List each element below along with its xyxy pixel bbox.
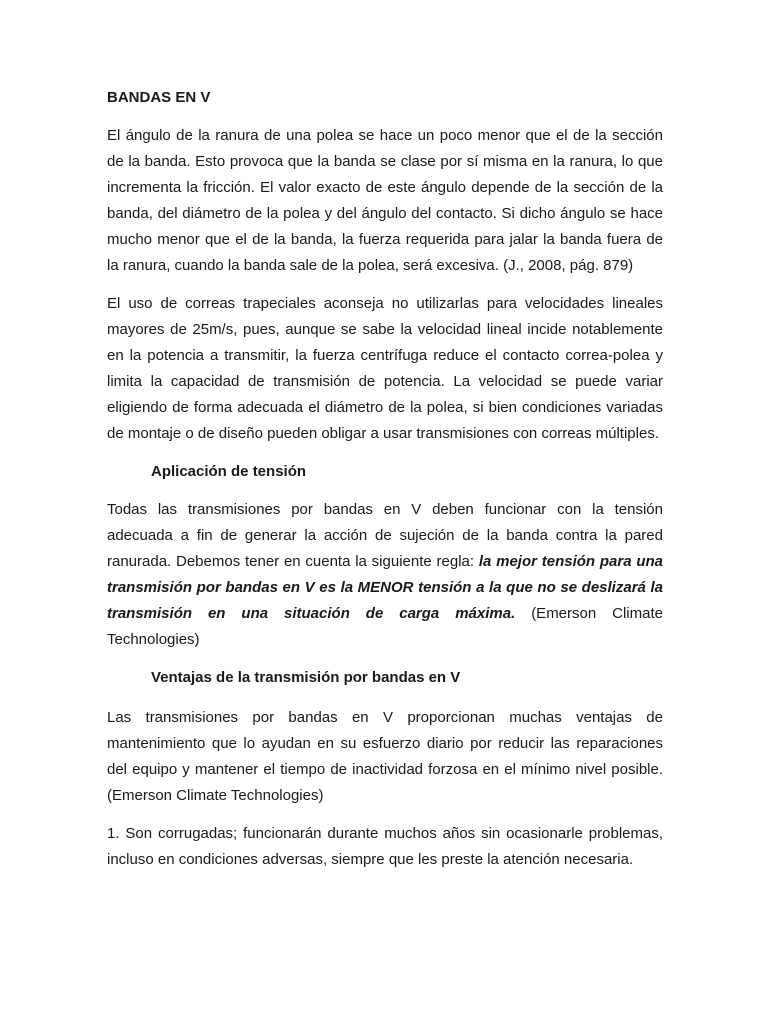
- paragraph-line: El ángulo de la ranura de una polea se hace un poco menor que el de la sección: [107, 127, 663, 144]
- paragraph-tension-rule: [107, 497, 663, 653]
- paragraph-line-mixed: [107, 601, 663, 627]
- paragraph-line: incrementa la fricción. El valor exacto de este ángulo depende de la sección de la: [107, 179, 663, 196]
- paragraph-line: 1. Son corrugadas; funcionarán durante muchos años sin ocasionarle problemas,: [107, 825, 663, 842]
- page-content: [107, 85, 663, 885]
- paragraph-groove-angle: [107, 123, 663, 279]
- paragraph-line: en la potencia a transmitir, la fuerza centrífuga reduce el contacto correa-polea y: [107, 347, 663, 364]
- paragraph-line: mucho menor que el de la banda, la fuerza requerida para jalar la banda fuera de: [107, 231, 663, 248]
- regular-text: ranurada. Debemos tener en cuenta la siguiente regla:: [107, 553, 479, 570]
- paragraph-line: del equipo y mantener el tiempo de inactividad forzosa en el mínimo nivel posible.: [107, 761, 663, 778]
- paragraph-line: adecuada a fin de generar la acción de sujeción de la banda contra la pared: [107, 527, 663, 544]
- citation-text: (Emerson Climate: [515, 605, 663, 622]
- paragraph-line-mixed: [107, 575, 663, 601]
- paragraph-belt-speed: [107, 291, 663, 447]
- paragraph-line: de montaje o de diseño pueden obligar a usar transmisiones con correas múltiples.: [107, 425, 659, 442]
- paragraph-line: la ranura, cuando la banda sale de la polea, será excesiva. (J., 2008, pág. 879): [107, 257, 634, 274]
- paragraph-advantages: [107, 705, 663, 809]
- section-heading-tension: Aplicación de tensión: [151, 463, 307, 480]
- emphasized-rule-text: la mejor tensión para una: [478, 553, 664, 570]
- paragraph-line: Todas las transmisiones por bandas en V deben funcionar con la tensión: [107, 501, 663, 518]
- paragraph-line: eligiendo de forma adecuada el diámetro de la polea, si bien condiciones variadas: [107, 399, 663, 416]
- section-heading-advantages: Ventajas de la transmisión por bandas en V: [151, 669, 461, 686]
- paragraph-line-mixed: [107, 549, 663, 575]
- paragraph-line: El uso de correas trapeciales aconseja no utilizarlas para velocidades lineales: [107, 295, 663, 312]
- paragraph-line: mayores de 25m/s, pues, aunque se sabe la velocidad lineal incide notablemente: [107, 321, 663, 338]
- paragraph-line: incluso en condiciones adversas, siempre que les preste la atención necesaria.: [107, 851, 634, 868]
- emphasized-rule-text: transmisión por bandas en V es la MENOR tensión a la que no se deslizará la: [107, 579, 663, 596]
- paragraph-line: banda, del diámetro de la polea y del ángulo del contacto. Si dicho ángulo se hace: [107, 205, 663, 222]
- paragraph-line: Las transmisiones por bandas en V proporcionan muchas ventajas de: [107, 709, 663, 726]
- paragraph-line: mantenimiento que lo ayudan en su esfuerzo diario por reducir las reparaciones: [107, 735, 663, 752]
- document-title: BANDAS EN V: [107, 89, 211, 106]
- list-item-1: [107, 821, 663, 873]
- emphasized-rule-text: transmisión en una situación de carga máxima.: [107, 605, 516, 622]
- paragraph-line: Technologies): [107, 631, 200, 648]
- paragraph-line: limita la capacidad de transmisión de potencia. La velocidad se puede variar: [107, 373, 663, 390]
- paragraph-line: (Emerson Climate Technologies): [107, 787, 324, 804]
- paragraph-line: de la banda. Esto provoca que la banda se clase por sí misma en la ranura, lo que: [107, 153, 663, 170]
